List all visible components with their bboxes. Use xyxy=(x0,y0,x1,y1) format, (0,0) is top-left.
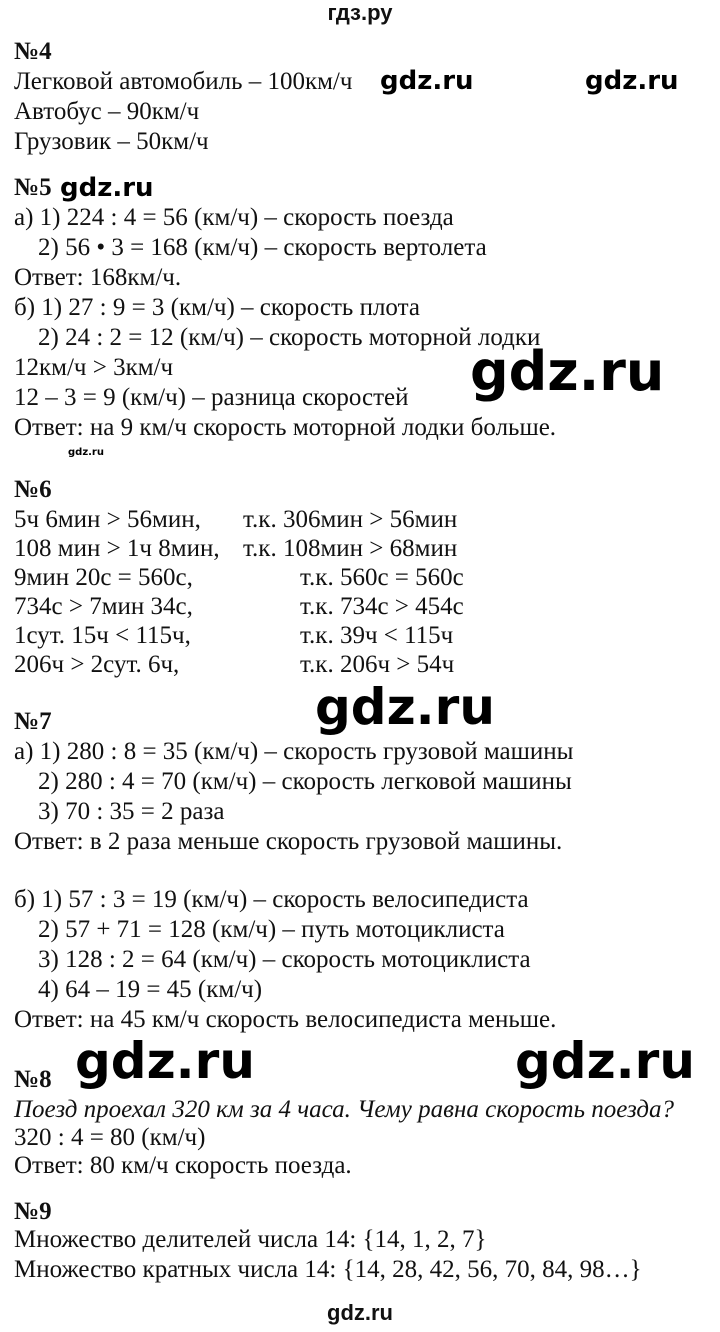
compare-right: т.к. 206ч > 54ч xyxy=(300,651,455,678)
task-4-title: №4 xyxy=(14,38,52,65)
watermark: gdz.ru xyxy=(515,1032,695,1090)
footer-watermark: gdz.ru xyxy=(327,1300,393,1325)
compare-left: 108 мин > 1ч 8мин, xyxy=(14,535,220,562)
compare-right: т.к. 306мин > 56мин xyxy=(243,506,458,533)
compare-right: т.к. 39ч < 115ч xyxy=(300,622,454,649)
problem-statement: Поезд проехал 320 км за 4 часа. Чему равна скорость поезда? xyxy=(14,1096,675,1123)
compare-right: т.к. 108мин > 68мин xyxy=(243,535,458,562)
text-line: а) 1) 224 : 4 = 56 (км/ч) – скорость поезда xyxy=(14,204,454,231)
text-line: б) 1) 57 : 3 = 19 (км/ч) – скорость велосипедиста xyxy=(14,886,529,913)
task-8-title: №8 xyxy=(14,1066,52,1093)
text-line: б) 1) 27 : 9 = 3 (км/ч) – скорость плота xyxy=(14,294,420,321)
compare-right: т.к. 734с > 454с xyxy=(300,593,464,620)
text-line: Ответ: 80 км/ч скорость поезда. xyxy=(14,1152,352,1179)
text-line: Ответ: в 2 раза меньше скорость грузовой машины. xyxy=(14,828,563,855)
compare-left: 9мин 20с = 560с, xyxy=(14,564,193,591)
compare-right: т.к. 560с = 560с xyxy=(300,564,464,591)
text-line: 3) 70 : 35 = 2 раза xyxy=(38,798,225,825)
compare-left: 1сут. 15ч < 115ч, xyxy=(14,622,191,649)
watermark: gdz.ru xyxy=(470,340,665,403)
compare-left: 206ч > 2сут. 6ч, xyxy=(14,651,180,678)
text-line: 320 : 4 = 80 (км/ч) xyxy=(14,1124,206,1151)
text-line: 2) 24 : 2 = 12 (км/ч) – скорость моторной лодки xyxy=(38,324,541,351)
watermark: gdz.ru xyxy=(75,1032,255,1090)
text-line: 4) 64 – 19 = 45 (км/ч) xyxy=(38,976,263,1003)
text-line: Ответ: на 9 км/ч скорость моторной лодки больше. xyxy=(14,414,557,441)
compare-left: 5ч 6мин > 56мин, xyxy=(14,506,201,533)
text-line: 12км/ч > 3км/ч xyxy=(14,354,174,381)
text-line: Ответ: 168км/ч. xyxy=(14,264,182,291)
text-line: Грузовик – 50км/ч xyxy=(14,128,209,155)
text-line: Автобус – 90км/ч xyxy=(14,98,200,125)
watermark: gdz.ru xyxy=(60,173,154,203)
text-line: Множество кратных числа 14: {14, 28, 42, 56, 70, 84, 98…} xyxy=(14,1256,642,1283)
text-line: 12 – 3 = 9 (км/ч) – разница скоростей xyxy=(14,384,409,411)
text-line: 3) 128 : 2 = 64 (км/ч) – скорость мотоциклиста xyxy=(38,946,531,973)
text-line: 2) 57 + 71 = 128 (км/ч) – путь мотоциклиста xyxy=(38,916,505,943)
text-line: Множество делителей числа 14: {14, 1, 2, 7} xyxy=(14,1226,487,1253)
task-6-title: №6 xyxy=(14,476,52,503)
text-line: Легковой автомобиль – 100км/ч xyxy=(14,68,353,95)
text-line: Ответ: на 45 км/ч скорость велосипедиста меньше. xyxy=(14,1006,557,1033)
header-title: гдз.ру xyxy=(327,0,393,25)
text-line: 2) 56 • 3 = 168 (км/ч) – скорость вертолета xyxy=(38,234,487,261)
watermark: gdz.ru xyxy=(380,66,474,96)
watermark: gdz.ru xyxy=(585,66,679,96)
task-9-title: №9 xyxy=(14,1198,52,1225)
task-7-title: №7 xyxy=(14,708,52,735)
text-line: а) 1) 280 : 8 = 35 (км/ч) – скорость грузовой машины xyxy=(14,738,574,765)
watermark: gdz.ru xyxy=(68,447,104,458)
compare-left: 734с > 7мин 34с, xyxy=(14,593,193,620)
watermark: gdz.ru xyxy=(315,678,495,736)
text-line: 2) 280 : 4 = 70 (км/ч) – скорость легковой машины xyxy=(38,768,572,795)
task-5-title: №5 xyxy=(14,174,52,201)
